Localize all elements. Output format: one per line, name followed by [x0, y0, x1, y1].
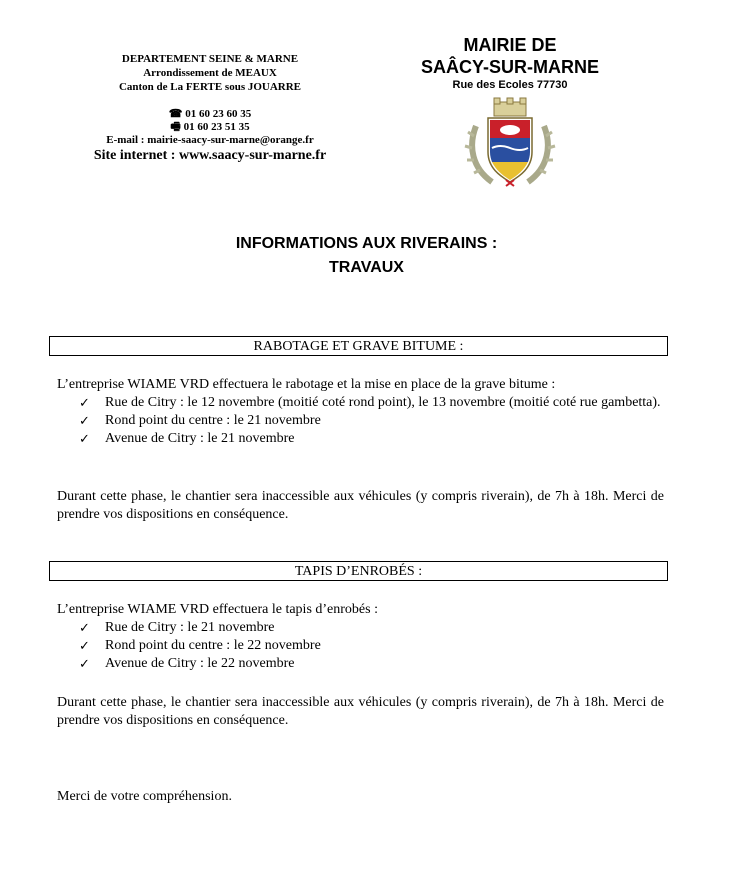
title-line2: TRAVAUX	[329, 259, 404, 276]
canton: Canton de La FERTE sous JOUARRE	[118, 81, 302, 93]
section2-list	[57, 619, 664, 673]
phone-number: 01 60 23 60 35	[185, 108, 252, 120]
mairie-address: Rue des Ecoles 77730	[452, 79, 568, 91]
section1-intro: L’entreprise WIAME VRD effectuera le rabotage et la mise en place de la grave bitume :	[57, 377, 556, 392]
check-icon: ✓	[79, 413, 90, 428]
section1-heading: RABOTAGE ET GRAVE BITUME :	[49, 336, 668, 356]
arrondissement: Arrondissement de MEAUX	[143, 67, 277, 79]
closing-text: Merci de votre compréhension.	[57, 789, 232, 804]
coat-of-arms-icon	[462, 96, 558, 188]
section1-body	[57, 376, 664, 448]
fax-line	[60, 121, 360, 134]
header-left	[60, 52, 360, 164]
section2-intro: L’entreprise WIAME VRD effectuera le tapis d’enrobés :	[57, 602, 378, 617]
department: DEPARTEMENT SEINE & MARNE	[121, 53, 299, 65]
fax-number: 01 60 23 51 35	[183, 121, 250, 133]
section2-heading: TAPIS D’ENROBÉS :	[49, 561, 668, 581]
section1-note: Durant cette phase, le chantier sera inaccessible aux véhicules (y compris riverain), de 7h à 18h. Merci de prendre vos dispositions en conséquence.	[57, 489, 664, 522]
section2-note: Durant cette phase, le chantier sera inaccessible aux véhicules (y compris riverain), de 7h à 18h. Merci de prendre vos dispositions en conséquence.	[57, 695, 664, 728]
fax-icon: 🖷	[170, 121, 181, 133]
list-item: ✓ Avenue de Citry : le 21 novembre	[79, 431, 295, 446]
mairie-title-line1: MAIRIE DE	[463, 35, 557, 55]
check-icon: ✓	[79, 638, 90, 653]
page-title	[0, 232, 733, 280]
list-item: ✓ Avenue de Citry : le 22 novembre	[79, 656, 295, 671]
mairie-title-line2: SAÂCY-SUR-MARNE	[420, 57, 599, 77]
check-icon: ✓	[79, 656, 90, 671]
phone-icon: ☎	[168, 108, 183, 120]
list-item: ✓ Rond point du centre : le 22 novembre	[79, 638, 321, 653]
list-item: ✓ Rue de Citry : le 21 novembre	[79, 620, 275, 635]
phone-line	[60, 108, 360, 121]
header-right	[400, 34, 620, 92]
list-item: ✓ Rond point du centre : le 21 novembre	[79, 413, 321, 428]
check-icon: ✓	[79, 431, 90, 446]
section1-list	[57, 394, 664, 448]
title-line1: INFORMATIONS AUX RIVERAINS :	[235, 235, 498, 252]
email: E-mail : mairie-saacy-sur-marne@orange.fr	[106, 134, 314, 146]
check-icon: ✓	[79, 395, 90, 410]
check-icon: ✓	[79, 620, 90, 635]
website: Site internet : www.saacy-sur-marne.fr	[93, 148, 327, 163]
list-item: ✓ Rue de Citry : le 12 novembre (moitié coté rond point), le 13 novembre (moitié coté rue gambetta).	[79, 395, 661, 410]
section2-body	[57, 601, 664, 673]
